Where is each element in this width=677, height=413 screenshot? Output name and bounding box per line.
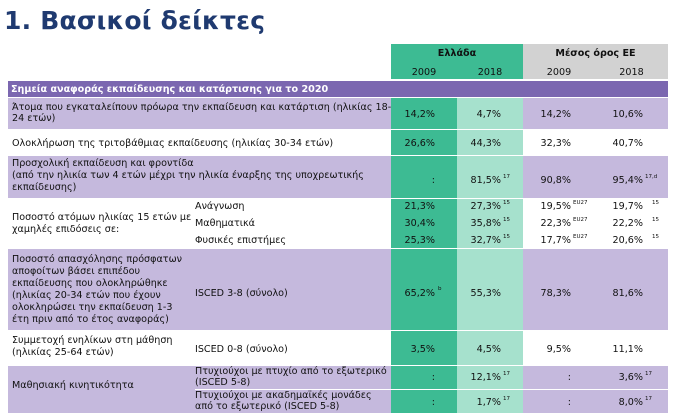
value: 12,1% — [470, 372, 501, 383]
value: : — [567, 397, 571, 408]
value: 3,5% — [410, 344, 435, 355]
value: 8,0% — [618, 397, 643, 408]
value: 78,3% — [540, 288, 571, 299]
year-gr-2018: 2018 — [477, 67, 503, 78]
value: 19,7% — [612, 201, 643, 212]
value — [457, 175, 501, 186]
value: 30,4% — [404, 218, 435, 229]
value: 32,3% — [540, 138, 571, 149]
value: 4,7% — [476, 109, 501, 120]
section-title: Σημεία αναφοράς εκπαίδευσης και κατάρτισης για το 2020 — [11, 84, 329, 95]
value: 14,2% — [540, 109, 571, 120]
footnote: 15 — [503, 217, 510, 223]
value: 40,7% — [612, 138, 643, 149]
value: 65,2% — [404, 288, 435, 299]
row-employment-label: (ηλικίας 20-34 ετών που έχουν — [12, 290, 161, 301]
value: 11,1% — [612, 344, 643, 355]
value: 32,7% — [470, 235, 501, 246]
row-adult-label: Συμμετοχή ενηλίκων στη μάθηση — [12, 335, 173, 346]
value: 81,6% — [612, 288, 643, 299]
footnote: 15 — [503, 234, 510, 240]
year-eu-2018: 2018 — [619, 67, 644, 78]
page-title: 1. Βασικοί δείκτες — [4, 6, 266, 35]
footnote: 17,d — [645, 174, 658, 180]
value: 35,8% — [470, 218, 501, 229]
value: : — [567, 372, 571, 383]
header-greece: Ελλάδα — [437, 48, 477, 59]
row-mobility-label: Μαθησιακή κινητικότητα — [12, 380, 134, 391]
row-adult-label-2: (ηλικίας 25-64 ετών) — [12, 347, 114, 358]
footnote: EU27 — [573, 234, 588, 240]
sub-label: Πτυχιούχοι με πτυχίο από το εξωτερικό — [195, 366, 387, 377]
sub-label: από το εξωτερικό (ISCED 5-8) — [195, 401, 340, 412]
row-ecec-label: Προσχολική εκπαίδευση και φροντίδα — [12, 158, 194, 169]
footnote: 17 — [503, 371, 510, 377]
footnote: 17 — [503, 396, 510, 402]
row-ecec-label-3: εκπαίδευσης) — [12, 182, 77, 193]
value: 19,5% — [540, 201, 571, 212]
row-employment-label: αποφοίτων βάσει επιπέδου — [12, 266, 141, 277]
footnote: 17 — [503, 174, 510, 180]
sub-label: Ανάγνωση — [195, 201, 245, 212]
sub-label: Πτυχιούχοι με ακαδημαϊκές μονάδες — [195, 390, 372, 401]
value: 22,2% — [612, 218, 643, 229]
sub-label: Μαθηματικά — [195, 218, 255, 229]
row-employment-label: εκπαίδευσης που ολοκληρώθηκε — [12, 278, 168, 289]
value: 4,5% — [476, 344, 501, 355]
value: 95,4% — [612, 175, 643, 186]
value: 9,5% — [546, 344, 571, 355]
value: 44,3% — [470, 138, 501, 149]
value: 55,3% — [470, 288, 501, 299]
row-low-achievers-label: Ποσοστό ατόμων ηλικίας 15 ετών με — [12, 212, 192, 223]
sub-label: (ISCED 5-8) — [195, 377, 251, 388]
row-employment-label: Ποσοστό απασχόλησης πρόσφατων — [12, 254, 182, 265]
sub-label: Φυσικές επιστήμες — [195, 235, 287, 246]
footnote: 17 — [645, 371, 652, 377]
row-ecec-label-2: (από την ηλικία των 4 ετών μέχρι την ηλικία έναρξης της υποχρεωτικής — [12, 170, 364, 181]
footnote: 15 — [652, 200, 659, 206]
value: 90,8% — [540, 175, 571, 186]
value: 10,6% — [612, 109, 643, 120]
value: 3,6% — [618, 372, 643, 383]
value-text: 81,5% — [470, 175, 501, 186]
header-eu: Μέσος όρος ΕΕ — [555, 48, 636, 59]
value: 1,7% — [476, 397, 501, 408]
row-early-leavers-label: Άτομα που εγκαταλείπουν πρόωρα την εκπαίδευση και κατάρτιση (ηλικίας 18- — [12, 102, 392, 113]
value: 17,7% — [540, 235, 571, 246]
value: : — [431, 397, 435, 408]
row-employment-label: ολοκληρώσει την εκπαίδευση 1-3 — [12, 302, 173, 313]
value: 26,6% — [404, 138, 435, 149]
value: 27,3% — [470, 201, 501, 212]
row-low-achievers-label-2: χαμηλές επιδόσεις σε: — [12, 224, 120, 235]
footnote: EU27 — [573, 200, 588, 206]
sub-label: ISCED 3-8 (σύνολο) — [195, 288, 288, 299]
footnote: 17 — [645, 396, 652, 402]
row-early-leavers-label-2: 24 ετών) — [12, 113, 56, 124]
row-tertiary-label: Ολοκλήρωση της τριτοβάθμιας εκπαίδευσης (ηλικίας 30-34 ετών) — [12, 138, 334, 149]
row-employment-label: έτη πριν από το έτος αναφοράς) — [12, 314, 169, 325]
footnote: 15 — [652, 234, 659, 240]
year-eu-2009: 2009 — [546, 67, 572, 78]
value: : — [431, 372, 435, 383]
footnote: 15 — [652, 217, 659, 223]
year-gr-2009: 2009 — [411, 67, 437, 78]
value: 22,3% — [540, 218, 571, 229]
footnote: EU27 — [573, 217, 588, 223]
value: 20,6% — [612, 235, 643, 246]
footnote: b — [438, 286, 442, 292]
sub-label: ISCED 0-8 (σύνολο) — [195, 344, 288, 355]
value: 21,3% — [404, 201, 435, 212]
value: 25,3% — [404, 235, 435, 246]
footnote: 15 — [503, 200, 510, 206]
value: 14,2% — [404, 109, 435, 120]
value: : — [431, 175, 435, 186]
